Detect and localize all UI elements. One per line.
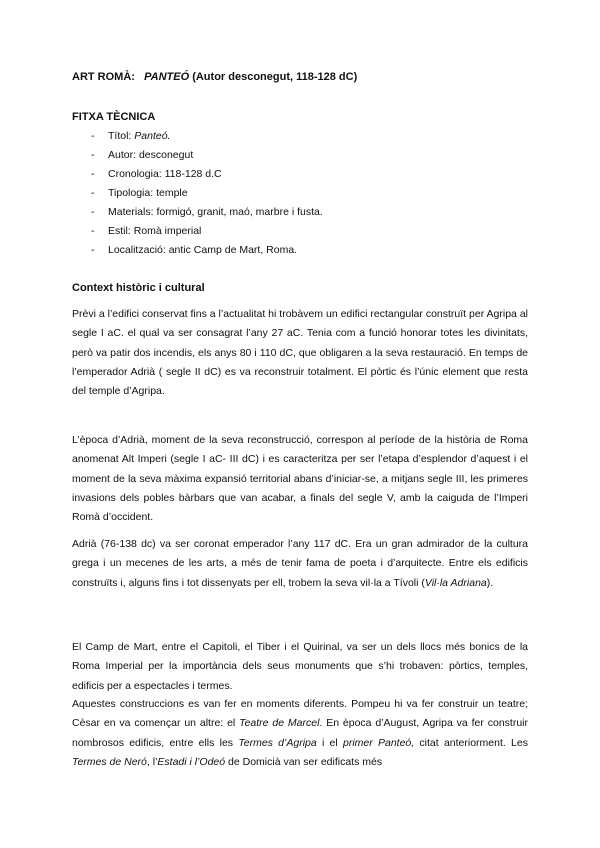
list-item: - Títol: Panteó.	[91, 130, 171, 142]
fitxa-heading: FITXA TÈCNICA	[72, 111, 156, 123]
paragraph-3: Adrià (76-138 dc) va ser coronat emperador l’any 117 dC. Era un gran admirador de la cultura grega i un mecenes de les arts, a més de tenir fama de poeta i d’arquitecte. Entre els edificis construïts i, alguns fins i tot dissenyats per ell, trobem la seva vil·la a Tívoli (Vil·la Adriana).	[72, 538, 528, 589]
list-item: - Materials: formigó, granit, maó, marbre i fusta.	[91, 206, 323, 218]
list-item: - Cronologia: 118-128 d.C	[91, 168, 222, 180]
list-item: - Localització: antic Camp de Mart, Roma.	[91, 244, 298, 256]
list-item: - Estil: Romà imperial	[91, 225, 202, 237]
title-suffix: (Autor desconegut, 118-128 dC)	[192, 71, 358, 83]
paragraph-5: Aquestes construccions es van fer en moments diferents. Pompeu hi va fer construir un teatre; Cèsar en va començar un altre: el Teatre de Marcel. En època d’August, Agripa va fer construir nombrosos edificis, entre ells les Termes d’Agripa i el primer Panteó, citat anteriorment. Les Termes de Neró, l’Estadi i l’Odeó de Domicià van ser edificats més	[72, 698, 528, 768]
paragraph-2: L’època d’Adrià, moment de la seva reconstrucció, correspon al període de la història de Roma anomenat Alt Imperi (segle I aC- III dC) i es caracteritza per ser l’etapa d’esplendor d’aquest i el moment de la seva màxima expansió territorial abans d’iniciar-se, a mitjans segle III, les primeres invasions dels pobles bàrbars que van acabar, a finals del segle V, amb la caiguda de l’Imperi Romà d’occident.	[72, 434, 528, 524]
title-work: PANTEÓ	[144, 71, 190, 83]
paragraph-4: El Camp de Mart, entre el Capitoli, el Tiber i el Quirinal, va ser un dels llocs més bonics de la Roma Imperial per la importància dels seus monuments que s’hi trobaven: pòrtics, temples, edificis per a espectacles i termes.	[72, 641, 528, 692]
paragraph-1: Prèvi a l’edifici conservat fins a l’actualitat hi trobàvem un edifici rectangular construït per Agripa al segle I aC. el qual va ser consagrat l’any 27 aC. Tenia com a funció honorar totes les divinitats, però va patir dos incendis, els anys 80 i 110 dC, que obligaren a la seva restauració. En temps de l’emperador Adrià ( segle II dC) es va reconstruir totalment. El pòrtic és l’únic element que resta del temple d’Agripa.	[72, 308, 528, 398]
title-prefix: ART ROMÀ:	[72, 71, 135, 83]
context-heading: Context històric i cultural	[72, 282, 205, 294]
document-title	[72, 71, 357, 83]
list-item: - Tipologia: temple	[91, 187, 188, 199]
list-item: - Autor: desconegut	[91, 149, 194, 161]
fitxa-list	[91, 127, 323, 260]
